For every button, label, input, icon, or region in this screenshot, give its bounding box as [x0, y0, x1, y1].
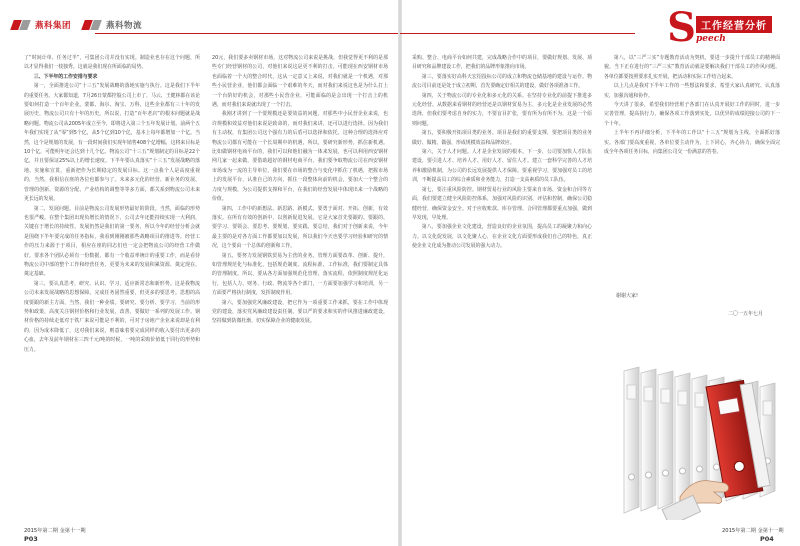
- binder-label: [661, 389, 670, 403]
- closing-date: 二〇一五年七月: [728, 311, 764, 317]
- binder-ring: [629, 474, 635, 480]
- binders-illustration: [618, 357, 786, 520]
- sub-logo-icon: [83, 20, 103, 30]
- paragraph: 20元，我们要多卖钢材市场，这对物流公司来说是挑战，但我觉得更不利的是那些专门经营钢材的公司，对他们来说这是更不利的打击。可能现在西安钢材市场也面临着一个大的整合时代，这从一定意义上来说，对我们就是一个机遇，对那些小民营企业，他们都会面临一个艰难的冬天，而对我们来说这也是为什么打上一个台阶好的机会，对那些小民营企业，可能面临的是会出现一个打击上的机遇，而对我们来说就出现了一个打击。: [212, 55, 388, 109]
- paragraph: 第七，要注重风险防控。钢材贸易行业的风险主要来自市场、资金和合同等方面，我们要建立健全风险防控体系，加强对风险的识别、评估和控制，确保公司稳健经营，确保资金安全。对于应收账款、库存管理、合同管理都要重点加强，做到早发现、早处理。: [412, 186, 592, 221]
- paragraph: 第四，关于物流公司的专业化和多元化的关系。在坚持专业化的前提下推进多元化经营。从数据来看钢材的经营还是以钢材贸易为主，多元化是企业发展的必然选择，但我们要考虑自身的实力，不要盲目扩张，要有所为有所不为，这是一个原则问题。: [412, 92, 592, 127]
- footer-issue-left: 2015年第二期 金第十一期: [24, 528, 86, 534]
- header-divider: [95, 33, 400, 34]
- binder-label: [678, 391, 687, 405]
- group-logo-icon: [12, 20, 32, 30]
- binder-label: [763, 401, 772, 415]
- binder-ring: [714, 464, 720, 470]
- closing-thanks: 谢谢大家!: [616, 293, 639, 299]
- sub-logo-text: 燕科物流: [106, 21, 143, 31]
- paragraph: 第三，要落实好高科天宏招投标公司的成立和物流仓储基地的建设与运作。物流公司目前还是处于成立初期，首先要确定好相关的建设，做好各项准备工作。: [412, 73, 592, 90]
- paragraph: 第五，要积极开拓项目类的业务。项目是我们的重要支撑，要把项目类的业务做好、做精、做强，形成规模效益和品牌效应。: [412, 130, 592, 146]
- paragraph: 上半年不再详细分析，下半年的工作以“十三五”规划为主线，全面抓好落实。各部门要高度重视，各单位要主动作为，上下同心，齐心协力，确保全面完成全年各项任务目标，向集团公司交一份满意的答卷。: [604, 130, 780, 156]
- page-number-left: P03: [24, 535, 38, 543]
- paragraph: 第五，要努力发展钢铁贸易为主营的业务。管理方面要改革、创新、提升，如管理规范化与标准化，包括规范制度、流程标准、工作标准，我们要制定具体的管理制度。所以，要从各方面加强规范化管理，落实流程，依照制度规范化运行，包括人力、财务、行政、物流等各个部门，一方面要加强学习和培训，另一方面要严格执行制度，发挥制度作用。: [212, 252, 388, 297]
- footer-issue-right: 2015年第二期 金第十一期: [722, 528, 784, 534]
- text-column-3: [412, 54, 592, 522]
- paragraph: 我刚才讲到了一个要规模还是要效益的问题，对那些中小民营企业来说，也许规模和效益对他们来说是致命的，而对我们来讲，还可以进行选择。因为我们有主动权，有集团公司这个强有力的后盾可以选择和依托，这种合理的选择应对物流公司都有可能在一个长周期中的机遇，所以，要研究新形势，抓住新机遇。比如做钢材电商平台的，我们可以和他们融为一体来发展，也可以利用西安钢材网几家一起来做，要借助超好的钢材电商平台，我们要争取物流公司在西安钢材市场成为一流的主导单位，我们要在市场的整合与变化中抓住了机遇，把握市场上的发展平台，认准自己的方向，抓住一段整体向前的机会，要加大一个整合的力度与规模，为公司提供支撑和平台，在我们的经营发展中体现出来一个战略的价值。: [212, 111, 388, 203]
- header-divider-right: [400, 33, 635, 34]
- binder-label: [644, 387, 653, 401]
- binder-label: [627, 385, 636, 399]
- paragraph: 第一，全面推进公司“十三五”发展战略的落地实施与执行。这是我们下半年的重要任务。大家都知道，7月26日蒙都控股公司上市了，马云、王健林都在该论要如何打造一个百年企业。蒙都、海尔、淘宝、万科，这些企业都有三十年的发展历史，物流公司只有十年的历史。所以说，打造“百年老店”的根本问题就是战略问题。物流公司从2005年成立至今，即将进入第三个五年发展计划。前两个五年我们实现了从“零”到5个亿，从5个亿到10个亿，基本上每年都增加一个亿。当然，这个是规划的发展，有一段时间我们实现年销售408个亿增幅，这将来目标是10个亿，可能明年还会达到十几个亿。物流公司“十三五”规划制定的目标是22个亿，并且要保证25%以上的增长速度。下半年要认真落实“十三五”发展战略的落地、实施和宣贯，重新把作为长期稳定的发展目标。这一点我个人是高度重视的，当然，我相信在座的各位也都参与了。未来多元化的经营、新业务的发展、管理的创新、资源的分配、产业结构的调整等等多方面，都关系到物流公司未来更长远的发展。: [24, 83, 200, 203]
- paragraph: 第四，工作中的新想法、新思路、新模式。要勇于面对、开拓、创新，有效落实。在所有有效的创新中，以创新促进发展。它是大家首先要跟的、要跟的、要学习、要领会、要思考、要规划、要实践、要总结，我们对于创新来说，今年最主要的是对各方面工作都要加以发展，所以我们今天也要学习经验和研究的情况，这个要由一个总体的创新和工作。: [212, 205, 388, 250]
- binder-ring: [663, 470, 669, 476]
- text-column-4: [604, 54, 780, 280]
- paragraph: 了“时间计单、任务过半”，可集团公司并没有实现。制造业也存在这个问题，所以才显得我们一枝独秀。这就是我们现在所面临的局势。: [24, 55, 200, 71]
- text-column-1: [24, 54, 200, 524]
- paragraph: 以上几点是我对下半年工作的一些想法和要求，希望大家认真研究、认真落实，加强沟通和协作。: [604, 83, 780, 99]
- binder-ring: [646, 472, 652, 478]
- binder-ring: [680, 468, 686, 474]
- paragraph: 第六，要加强党风廉政建设，把它作为一项重要工作来抓，要在工作中体现党的建设，落实党风廉政建设责任制。要以严的要求和实的作风推进廉政建设，坚持做到防微杜渐，切实保障企业的健康发展。: [212, 299, 388, 325]
- section-subtitle: peech: [696, 34, 726, 44]
- paragraph: 采购、整合、电商平台如何共建，完成战略合作中的项目，要做好规划、发展、项目研究和品牌建设工作，把我们的品牌形象推向市场。: [412, 55, 592, 71]
- sub-logo: [83, 19, 142, 31]
- section-letter: S: [667, 4, 696, 51]
- binder-ring: [697, 466, 703, 472]
- header-logos: [0, 16, 142, 34]
- section-heading: [667, 4, 772, 51]
- paragraph: 第二，发展问题。目前是物流公司发展形势最好的阶段。当然，面临的形势也很严峻。在整个集团出现负增长的情况下，公司去年还能持续实现一大利润，关键在于增长的持续性。发展仍然是我们的第一要务，所以今年的经营分析会就是围绕下半年要完成的任务指标，我看到刚刚被那些战略项目的推进等。经营工作的压力来源于于项目，相应在座的同志们也一定会把物流公司的经营工作做好。要求各个团队必须有一份数据，都有一个收益率统计的重要工作，而是看待物流公司中部的整个工作和经营任务，更要为未来的发展积累资源、奠定现在、奠定基础。: [24, 205, 200, 278]
- paragraph: 第三，要认真思考，研究、认识、学习，适应新常态和新形势。这是我物流公司未来发展战略的思想保障。完成任务固然重要，但更多的要思考。思想的高度要跟的新主方面，当然，我们一种业绩。要研究、要分析、要学习，当前的形势和政策，高度关注钢材价格和行业发展，改善，要做好一系列的发展工作。钢材价格的持续走低对于铁厂来说可能是不利的，可对于房地产企业来说却是有利的，因为成本降低了，这对我们来说，则意味着要完成同样的收入要付出更多的心血，去年及前年钢材在三四千元/吨的时候，一吨的采购价值低于同行的形势和压力。: [24, 280, 200, 353]
- paragraph: 第六，关于人才问题。人才是企业发展的根本。下一步，公司要加快人才队伍建设，要引进人才、培养人才、用好人才、留住人才。建立一套科学完善的人才培养和激励机制，为公司的长远发展提供人才保障。要重视学习，要加强对员工的培训，不断提高员工的综合素质和业务能力，打造一支高素质的员工队伍。: [412, 149, 592, 184]
- section-title: 工作经营分析: [696, 16, 772, 33]
- binder-label: [695, 393, 704, 407]
- paragraph: 今天讲了很多，希望我们经营班子各部门在认真开展好工作的同时，进一步完善管理，提高执行力，确保各项工作落到实处，以优异的成绩迎接公司的下一个十年。: [604, 102, 780, 127]
- page-number-right: P04: [760, 535, 774, 543]
- paragraph: 第八，以“三严三实”专题教育活动为契机，要进一步提升干部员工的精神面貌。当下正在进行的“三严三实”教育活动就是要解决我们干部员工的作风问题。各单位都要按照要求扎实开展，把活动和实际工作结合起来。: [604, 55, 780, 80]
- text-column-2: [212, 54, 388, 524]
- paragraph: 第八，要加强企业文化建设，营造良好的企业氛围，提高员工的凝聚力和向心力。以文化促发展，以文化聚人心，在企业文化方面要形成我们自己的特色，真正使企业文化成为推动公司发展的强大动力。: [412, 224, 592, 250]
- group-logo-text: 燕科集团: [35, 21, 72, 31]
- group-logo: [12, 19, 71, 31]
- section-heading-text: 三、下半年的工作安排与要求: [33, 73, 98, 80]
- binders-image: [618, 357, 786, 520]
